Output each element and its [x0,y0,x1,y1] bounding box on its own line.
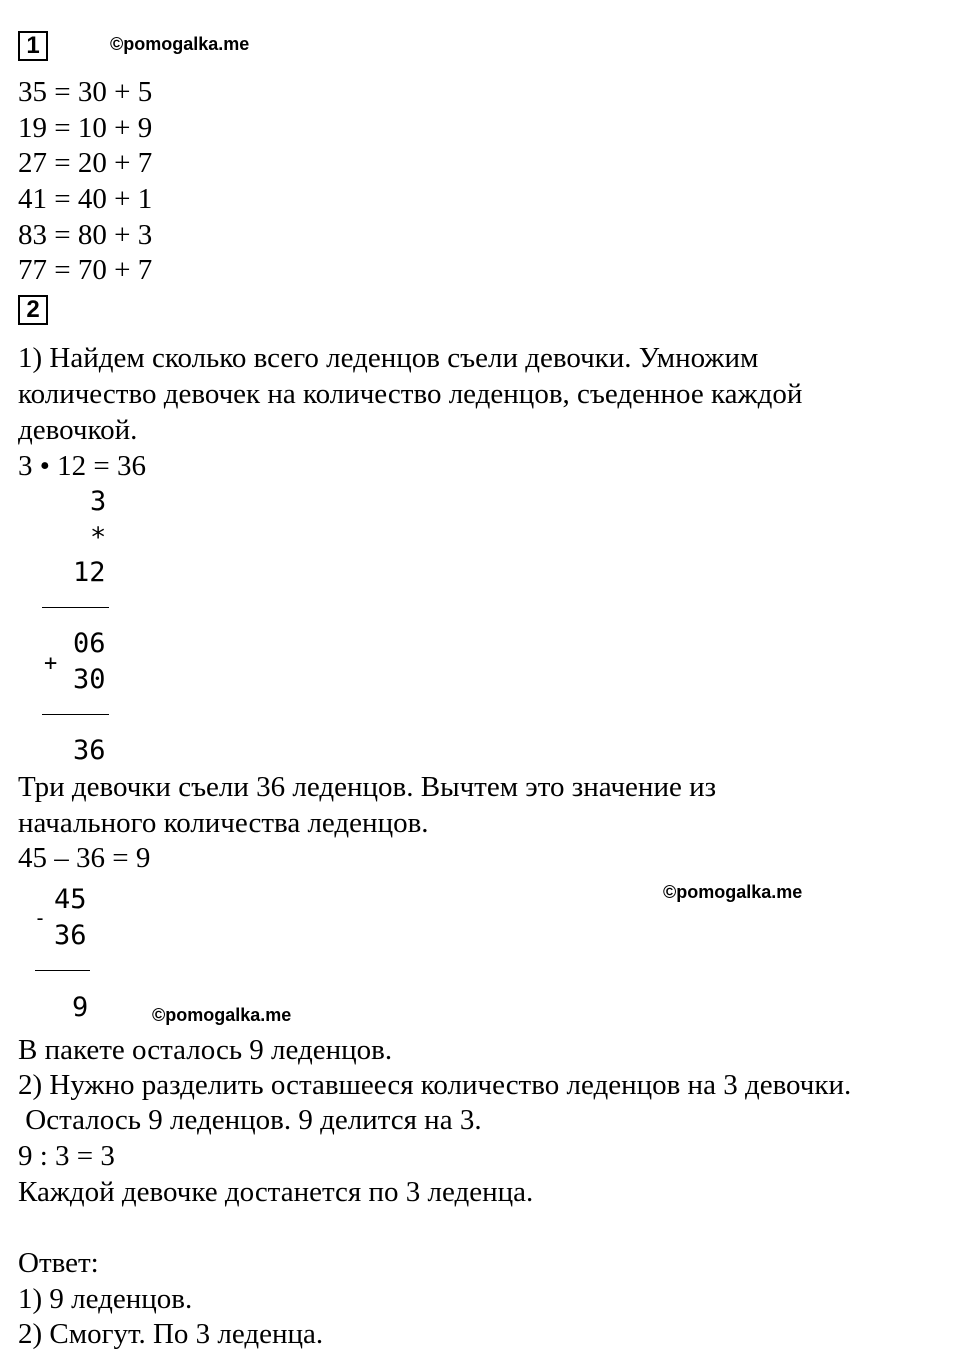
column-mult-partial-1: 06 [73,628,106,659]
column-sub-minus: - [34,906,47,930]
task-number-1: 1 [18,31,48,61]
text-line: Три девочки съели 36 леденцов. Вычтем это значение из [18,771,717,803]
column-sub-rule [35,970,90,971]
column-sub-result: 9 [72,992,89,1023]
watermark-middle: ©pomogalka.me [663,882,803,902]
text-line: В пакете осталось 9 леденцов. [18,1034,393,1066]
text-line: количество девочек на количество леденцов, съеденное каждой [18,378,803,410]
column-mult-result: 36 [73,735,106,766]
column-sub-minuend: 45 [54,884,87,915]
text-line: 2) Нужно разделить оставшееся количество леденцов на 3 девочки. [18,1069,852,1101]
column-mult-rule [42,714,109,715]
answer-line: 1) 9 леденцов. [18,1283,193,1315]
task-number-2: 2 [18,295,48,325]
column-mult-factor-a: 3 [90,486,107,517]
watermark-top: ©pomogalka.me [110,34,250,54]
column-mult-plus: + [44,651,58,676]
equation-line: 83 = 80 + 3 [18,219,153,251]
column-mult-rule [42,607,109,608]
equation-line: 27 = 20 + 7 [18,147,153,179]
subtraction-equation: 45 – 36 = 9 [18,842,151,874]
division-equation: 9 : 3 = 3 [18,1140,115,1172]
text-line: Каждой девочке достанется по 3 леденца. [18,1176,534,1208]
equation-line: 41 = 40 + 1 [18,183,153,215]
answer-label: Ответ: [18,1247,99,1279]
text-line: 1) Найдем сколько всего леденцов съели девочки. Умножим [18,342,759,374]
text-line: начального количества леденцов. [18,807,429,839]
text-line: девочкой. [18,414,138,446]
equation-line: 35 = 30 + 5 [18,76,153,108]
multiplication-equation: 3 • 12 = 36 [18,450,147,482]
column-mult-operator: * [90,522,107,553]
equation-line: 19 = 10 + 9 [18,112,153,144]
column-sub-subtrahend: 36 [54,920,87,951]
column-mult-factor-b: 12 [73,557,106,588]
equation-line: 77 = 70 + 7 [18,254,153,286]
watermark-lower: ©pomogalka.me [152,1005,292,1025]
answer-line: 2) Смогут. По 3 леденца. [18,1318,324,1350]
column-mult-partial-2: 30 [73,664,106,695]
text-line: Осталось 9 леденцов. 9 делится на 3. [18,1104,482,1136]
